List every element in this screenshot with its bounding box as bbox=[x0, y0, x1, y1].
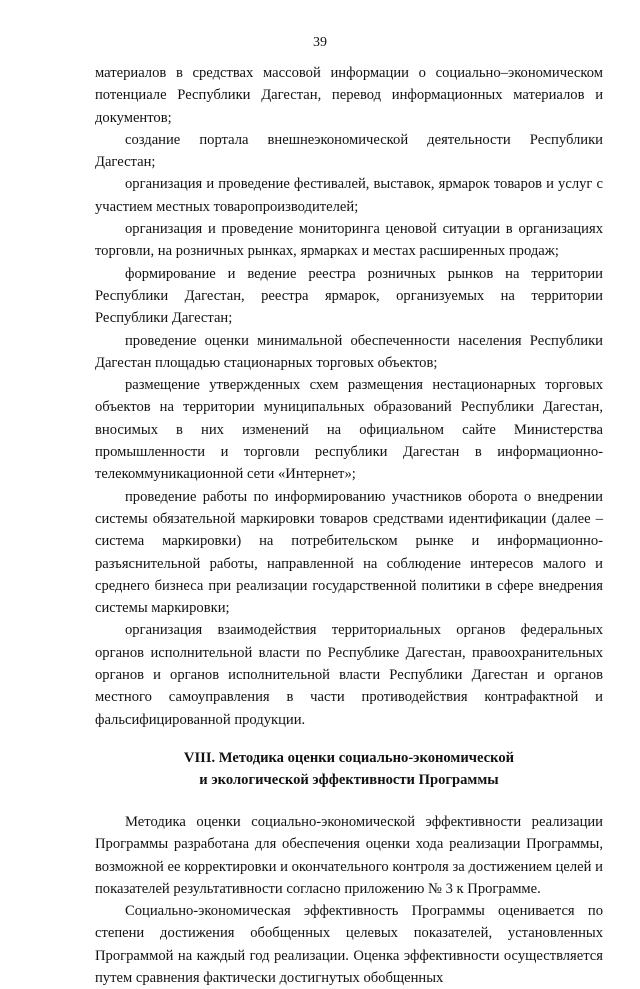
paragraph: проведение оценки минимальной обеспеченности населения Республики Дагестан площадью стационарных торговых объектов; bbox=[95, 332, 603, 371]
paragraph: материалов в средствах массовой информации о социально–экономическом потенциале Республики Дагестан, перевод информационных материалов и документов; bbox=[95, 65, 603, 126]
paragraph: создание портала внешнеэкономической деятельности Республики Дагестан; bbox=[95, 131, 603, 171]
paragraph: организация взаимодействия территориальных органов федеральных органов исполнительной власти по Республике Дагестан, правоохранительных органов и органов исполнительной власти Республики Дагестан и органов местного самоуправления в части противодействия контрафактной и фальсифицированной продукции. bbox=[95, 622, 603, 728]
page-content bbox=[95, 62, 603, 989]
paragraph: Методика оценки социально-экономической эффективности реализации Программы разработана для обеспечения оценки хода реализации Программы, возможной ее корректировки и окончательного контроля за достижением целей и показателей результативности согласно приложению № 3 к Программе. bbox=[95, 813, 603, 897]
paragraph: формирование и ведение реестра розничных рынков на территории Республики Дагестан, реестра ярмарок, организуемых на территории Республики Дагестан; bbox=[95, 265, 603, 327]
section-heading-line-1: VIII. Методика оценки социально-экономической bbox=[183, 749, 515, 766]
page-number: 39 bbox=[313, 35, 327, 50]
paragraph: размещение утвержденных схем размещения нестационарных торговых объектов на территории муниципальных образований Республики Дагестан, вносимых в них изменений на официальном сайте Министерства промышленности и торговли республики Дагестан в информационно-телекоммуникационной сети «Интернет»; bbox=[95, 377, 603, 483]
paragraph: организация и проведение фестивалей, выставок, ярмарок товаров и услуг с участием местных товаропроизводителей; bbox=[95, 176, 603, 215]
paragraph: организация и проведение мониторинга ценовой ситуации в организациях торговли, на розничных рынках, ярмарках и местах расширенных продаж; bbox=[95, 221, 603, 260]
paragraph: Социально-экономическая эффективность Программы оценивается по степени достижения обобщенных целевых показателей, установленных Программой на каждый год реализации. Оценка эффективности осуществляется путем сравнения фактически достигнутых обобщенных bbox=[95, 903, 603, 986]
paragraph: проведение работы по информированию участников оборота о внедрении системы обязательной маркировки товаров средствами идентификации (далее – система маркировки) на потребительском рынке и информационно-разъяснительной работы, направленной на соблюдение интересов малого и среднего бизнеса при реализации государственной политики в сфере внедрения системы маркировки; bbox=[95, 488, 603, 617]
section-heading bbox=[95, 747, 603, 791]
section-heading-line-2: и экологической эффективности Программы bbox=[199, 771, 499, 788]
